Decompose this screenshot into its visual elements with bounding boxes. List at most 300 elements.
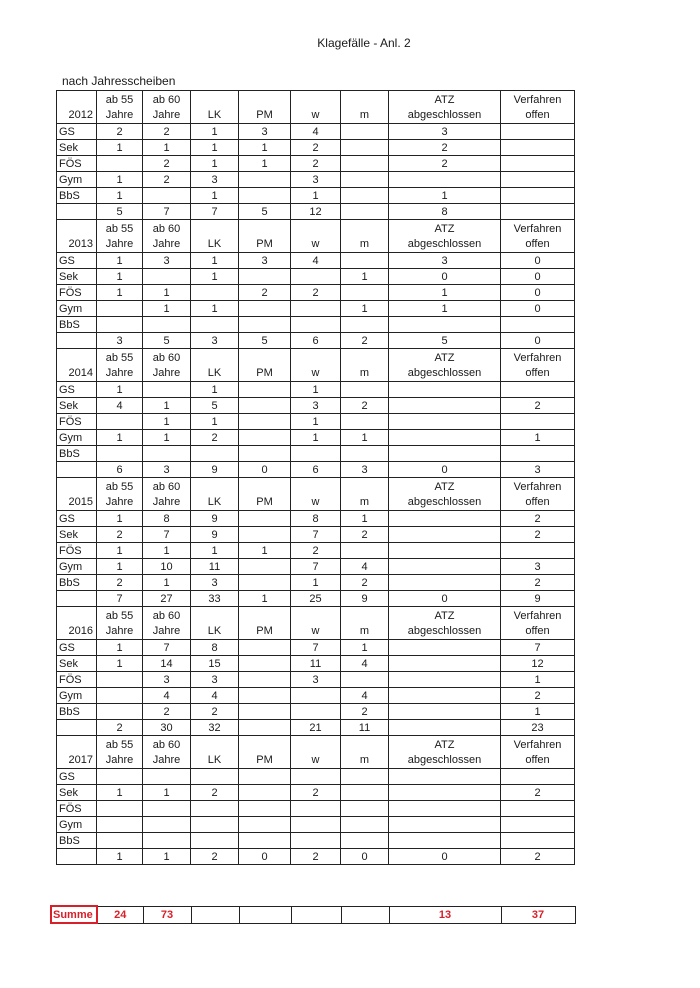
table-cell: 2 [291, 285, 341, 301]
table-cell [291, 301, 341, 317]
table-row [57, 817, 575, 833]
table-cell: 1 [341, 430, 389, 446]
table-cell: 1 [97, 785, 143, 801]
table-cell [239, 833, 291, 849]
table-cell: 2 [501, 688, 575, 704]
school-type-label: BbS [57, 188, 97, 204]
table-cell [389, 640, 501, 656]
table-cell [191, 285, 239, 301]
table-cell [143, 446, 191, 462]
column-header: ab 60 Jahre [143, 478, 191, 511]
column-header: m [341, 349, 389, 382]
table-cell [239, 382, 291, 398]
table-cell: 1 [389, 301, 501, 317]
table-cell [341, 285, 389, 301]
table-row [57, 398, 575, 414]
table-cell: 1 [291, 414, 341, 430]
table-cell [341, 382, 389, 398]
total-cell: 1 [143, 849, 191, 865]
table-cell: 4 [341, 688, 389, 704]
table-cell: 2 [389, 156, 501, 172]
table-cell [341, 672, 389, 688]
table-cell: 2 [341, 527, 389, 543]
column-header: ATZ abgeschlossen [389, 349, 501, 382]
table-cell: 1 [191, 414, 239, 430]
year-header-row [57, 349, 575, 382]
table-cell: 15 [191, 656, 239, 672]
table-cell: 2 [143, 156, 191, 172]
summary-cell [191, 906, 239, 923]
school-type-label: BbS [57, 575, 97, 591]
table-cell [239, 769, 291, 785]
table-cell: 7 [501, 640, 575, 656]
total-cell: 11 [341, 720, 389, 736]
table-cell [389, 172, 501, 188]
summary-table [50, 905, 576, 924]
total-cell: 5 [239, 204, 291, 220]
table-cell [239, 656, 291, 672]
summary-cell [291, 906, 341, 923]
table-cell [143, 188, 191, 204]
column-header: ATZ abgeschlossen [389, 91, 501, 124]
school-type-label: Sek [57, 398, 97, 414]
column-header: LK [191, 607, 239, 640]
school-type-label: FÖS [57, 156, 97, 172]
school-type-label: BbS [57, 833, 97, 849]
table-cell: 2 [291, 785, 341, 801]
total-cell [341, 204, 389, 220]
table-cell [389, 672, 501, 688]
year-total-row [57, 462, 575, 478]
table-cell: 9 [191, 511, 239, 527]
table-cell [97, 704, 143, 720]
table-cell [341, 817, 389, 833]
table-cell [143, 817, 191, 833]
table-cell [501, 543, 575, 559]
table-cell: 0 [501, 253, 575, 269]
table-cell [501, 382, 575, 398]
table-cell [501, 769, 575, 785]
school-type-label: Gym [57, 172, 97, 188]
school-type-label: GS [57, 511, 97, 527]
school-type-label: Gym [57, 817, 97, 833]
column-header: ab 60 Jahre [143, 736, 191, 769]
table-cell: 2 [143, 124, 191, 140]
table-cell [239, 446, 291, 462]
total-cell: 0 [389, 849, 501, 865]
column-header: Verfahren offen [501, 220, 575, 253]
column-header: ab 55 Jahre [97, 349, 143, 382]
column-header: PM [239, 607, 291, 640]
school-type-label: BbS [57, 704, 97, 720]
table-row [57, 140, 575, 156]
table-cell [389, 801, 501, 817]
table-cell: 3 [191, 575, 239, 591]
column-header: PM [239, 478, 291, 511]
table-cell: 5 [191, 398, 239, 414]
table-cell: 0 [501, 285, 575, 301]
total-cell: 0 [501, 333, 575, 349]
table-cell: 3 [501, 559, 575, 575]
table-cell [389, 575, 501, 591]
summary-cell: 37 [501, 906, 575, 923]
total-cell: 21 [291, 720, 341, 736]
table-cell [291, 817, 341, 833]
column-header: ab 55 Jahre [97, 736, 143, 769]
table-cell [389, 511, 501, 527]
total-cell: 3 [143, 462, 191, 478]
table-cell: 1 [341, 640, 389, 656]
school-type-label: Sek [57, 269, 97, 285]
table-cell: 3 [143, 253, 191, 269]
table-row [57, 833, 575, 849]
table-cell: 1 [143, 575, 191, 591]
column-header: Verfahren offen [501, 607, 575, 640]
total-cell [389, 720, 501, 736]
table-cell: 4 [341, 656, 389, 672]
column-header: ab 60 Jahre [143, 349, 191, 382]
table-row [57, 382, 575, 398]
column-header: m [341, 220, 389, 253]
total-cell: 0 [389, 591, 501, 607]
table-cell: 1 [239, 156, 291, 172]
table-row [57, 543, 575, 559]
table-cell: 2 [191, 704, 239, 720]
table-cell [501, 317, 575, 333]
table-cell [239, 430, 291, 446]
total-cell: 6 [97, 462, 143, 478]
table-row [57, 430, 575, 446]
table-cell [389, 704, 501, 720]
school-type-label: Gym [57, 688, 97, 704]
table-cell: 2 [501, 575, 575, 591]
table-cell: 7 [291, 640, 341, 656]
table-cell: 1 [143, 543, 191, 559]
table-cell: 0 [501, 301, 575, 317]
year-total-row [57, 720, 575, 736]
year-total-row [57, 591, 575, 607]
table-cell: 4 [143, 688, 191, 704]
table-cell [341, 446, 389, 462]
table-row [57, 285, 575, 301]
year-label: 2016 [57, 607, 97, 640]
column-header: PM [239, 736, 291, 769]
table-cell: 2 [341, 575, 389, 591]
table-row [57, 785, 575, 801]
column-header: ab 55 Jahre [97, 607, 143, 640]
column-header: ATZ abgeschlossen [389, 736, 501, 769]
table-cell [341, 785, 389, 801]
school-type-label: GS [57, 769, 97, 785]
table-row [57, 575, 575, 591]
table-cell: 1 [341, 511, 389, 527]
table-cell: 2 [501, 398, 575, 414]
table-cell: 1 [97, 543, 143, 559]
table-row [57, 172, 575, 188]
year-header-row [57, 220, 575, 253]
year-header-row [57, 607, 575, 640]
table-cell: 2 [143, 704, 191, 720]
table-cell: 2 [501, 785, 575, 801]
table-cell [341, 188, 389, 204]
year-label: 2017 [57, 736, 97, 769]
total-label-cell [57, 591, 97, 607]
table-cell [341, 124, 389, 140]
table-cell: 2 [143, 172, 191, 188]
table-cell [501, 414, 575, 430]
total-cell: 6 [291, 462, 341, 478]
table-cell: 1 [97, 188, 143, 204]
total-cell: 9 [341, 591, 389, 607]
table-cell [341, 414, 389, 430]
table-cell: 2 [341, 398, 389, 414]
table-cell: 1 [191, 301, 239, 317]
table-cell: 3 [191, 672, 239, 688]
school-type-label: Sek [57, 656, 97, 672]
table-cell: 3 [143, 672, 191, 688]
table-cell [239, 801, 291, 817]
table-cell [97, 817, 143, 833]
table-cell [143, 269, 191, 285]
total-cell: 33 [191, 591, 239, 607]
table-row [57, 156, 575, 172]
year-label: 2014 [57, 349, 97, 382]
table-cell [239, 559, 291, 575]
total-cell: 7 [97, 591, 143, 607]
table-cell: 1 [143, 785, 191, 801]
total-cell [239, 720, 291, 736]
table-cell [239, 317, 291, 333]
school-type-label: Sek [57, 140, 97, 156]
total-cell: 30 [143, 720, 191, 736]
column-header: LK [191, 478, 239, 511]
table-cell: 14 [143, 656, 191, 672]
table-cell: 11 [291, 656, 341, 672]
table-cell: 1 [191, 188, 239, 204]
table-cell [501, 446, 575, 462]
table-cell: 3 [389, 253, 501, 269]
column-header: w [291, 220, 341, 253]
table-cell [143, 382, 191, 398]
table-cell: 2 [191, 785, 239, 801]
total-cell: 0 [239, 849, 291, 865]
table-cell [389, 543, 501, 559]
column-header: ab 60 Jahre [143, 91, 191, 124]
school-type-label: Sek [57, 785, 97, 801]
total-cell [501, 204, 575, 220]
table-cell [97, 156, 143, 172]
table-cell: 3 [291, 398, 341, 414]
table-cell: 1 [291, 575, 341, 591]
table-cell [389, 656, 501, 672]
table-cell [341, 172, 389, 188]
total-cell: 2 [291, 849, 341, 865]
table-cell: 1 [143, 301, 191, 317]
table-cell: 1 [143, 285, 191, 301]
column-header: m [341, 736, 389, 769]
total-cell: 0 [341, 849, 389, 865]
table-cell: 1 [143, 414, 191, 430]
table-cell [389, 414, 501, 430]
column-header: w [291, 478, 341, 511]
column-header: w [291, 349, 341, 382]
table-cell [291, 688, 341, 704]
table-cell: 9 [191, 527, 239, 543]
table-cell [291, 446, 341, 462]
school-type-label: BbS [57, 446, 97, 462]
table-cell [97, 301, 143, 317]
table-cell: 2 [389, 140, 501, 156]
table-cell: 1 [97, 382, 143, 398]
table-cell: 0 [501, 269, 575, 285]
table-cell: 3 [389, 124, 501, 140]
total-cell: 7 [143, 204, 191, 220]
table-cell [239, 398, 291, 414]
table-cell: 3 [291, 172, 341, 188]
year-label: 2012 [57, 91, 97, 124]
total-cell: 3 [97, 333, 143, 349]
total-cell: 5 [143, 333, 191, 349]
column-header: ATZ abgeschlossen [389, 220, 501, 253]
table-cell [389, 317, 501, 333]
table-cell [191, 817, 239, 833]
table-cell [389, 688, 501, 704]
table-cell [291, 833, 341, 849]
table-cell [143, 801, 191, 817]
document-title: Klagefälle - Anl. 2 [317, 36, 411, 50]
table-row [57, 704, 575, 720]
column-header: PM [239, 220, 291, 253]
school-type-label: Gym [57, 301, 97, 317]
table-cell: 1 [239, 543, 291, 559]
table-cell: 1 [501, 430, 575, 446]
total-cell: 1 [97, 849, 143, 865]
table-cell: 1 [341, 301, 389, 317]
table-row [57, 672, 575, 688]
column-header: Verfahren offen [501, 91, 575, 124]
table-cell: 1 [389, 285, 501, 301]
total-label-cell [57, 462, 97, 478]
table-cell [239, 672, 291, 688]
table-cell: 2 [341, 704, 389, 720]
table-cell [291, 704, 341, 720]
table-cell: 3 [239, 124, 291, 140]
table-row [57, 801, 575, 817]
table-cell [501, 833, 575, 849]
year-header-row [57, 736, 575, 769]
table-cell [341, 156, 389, 172]
total-cell: 27 [143, 591, 191, 607]
table-cell: 11 [191, 559, 239, 575]
school-type-label: FÖS [57, 414, 97, 430]
table-cell: 1 [501, 672, 575, 688]
table-cell: 1 [191, 124, 239, 140]
table-cell: 1 [97, 656, 143, 672]
table-cell [97, 688, 143, 704]
total-cell: 3 [341, 462, 389, 478]
table-cell: 7 [291, 559, 341, 575]
table-subtitle: nach Jahresscheiben [62, 74, 176, 88]
total-cell: 5 [239, 333, 291, 349]
column-header: LK [191, 91, 239, 124]
table-cell: 1 [143, 398, 191, 414]
table-cell: 2 [239, 285, 291, 301]
table-cell [191, 833, 239, 849]
column-header: m [341, 478, 389, 511]
table-cell: 2 [191, 430, 239, 446]
table-cell [97, 769, 143, 785]
year-label: 2013 [57, 220, 97, 253]
column-header: ab 55 Jahre [97, 220, 143, 253]
table-cell [97, 317, 143, 333]
total-cell: 9 [501, 591, 575, 607]
total-cell: 12 [291, 204, 341, 220]
table-cell: 10 [143, 559, 191, 575]
school-type-label: FÖS [57, 672, 97, 688]
table-cell [341, 543, 389, 559]
table-cell [501, 124, 575, 140]
school-type-label: GS [57, 124, 97, 140]
table-cell [239, 704, 291, 720]
table-cell: 1 [291, 382, 341, 398]
table-cell [389, 527, 501, 543]
table-cell: 0 [389, 269, 501, 285]
table-cell [389, 833, 501, 849]
table-row [57, 656, 575, 672]
year-header-row [57, 478, 575, 511]
total-label-cell [57, 720, 97, 736]
table-cell: 1 [97, 559, 143, 575]
table-cell [501, 156, 575, 172]
total-cell: 6 [291, 333, 341, 349]
table-cell [501, 188, 575, 204]
summary-cell [341, 906, 389, 923]
column-header: Verfahren offen [501, 349, 575, 382]
table-cell [239, 511, 291, 527]
table-row [57, 188, 575, 204]
table-cell: 1 [97, 285, 143, 301]
table-cell: 4 [291, 124, 341, 140]
table-row [57, 527, 575, 543]
table-cell: 2 [97, 124, 143, 140]
table-cell: 1 [291, 430, 341, 446]
table-cell: 3 [291, 672, 341, 688]
total-cell: 1 [239, 591, 291, 607]
school-type-label: GS [57, 640, 97, 656]
table-cell: 1 [191, 253, 239, 269]
table-cell: 1 [97, 253, 143, 269]
table-cell: 1 [501, 704, 575, 720]
table-cell: 1 [191, 269, 239, 285]
table-cell [239, 785, 291, 801]
total-cell: 5 [389, 333, 501, 349]
table-cell: 7 [143, 527, 191, 543]
table-cell [389, 769, 501, 785]
table-cell [291, 317, 341, 333]
table-cell: 2 [501, 527, 575, 543]
summary-cell: 73 [143, 906, 191, 923]
table-cell [389, 817, 501, 833]
table-row [57, 414, 575, 430]
school-type-label: Gym [57, 430, 97, 446]
table-cell [143, 769, 191, 785]
table-cell [143, 317, 191, 333]
total-cell: 2 [501, 849, 575, 865]
table-cell: 1 [97, 430, 143, 446]
school-type-label: Gym [57, 559, 97, 575]
table-cell [389, 398, 501, 414]
table-cell [97, 672, 143, 688]
